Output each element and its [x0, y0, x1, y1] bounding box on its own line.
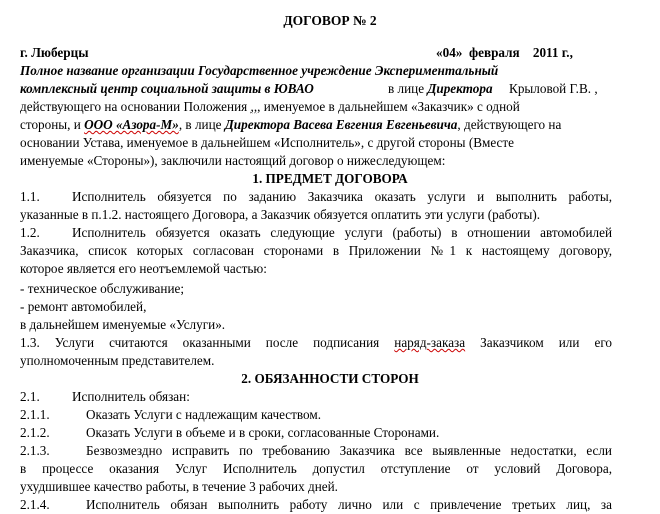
clause-2-1-3-line-3: ухудшившее качество работы, в течение 3 рабочих дней.	[20, 479, 338, 494]
list-item-services: в дальнейшем именуемые «Услуги».	[20, 317, 226, 332]
intro-line-3: действующего на основании Положения ,,, именуемое в дальнейшем «Заказчик» с одной	[20, 99, 520, 114]
section-1-heading: 1. ПРЕДМЕТ ДОГОВОРА	[252, 171, 408, 186]
clause-1-3-line-2: уполномоченным представителем.	[20, 353, 215, 368]
clause-2-1-1-number: 2.1.1.	[20, 407, 50, 422]
clause-2-1-text: Исполнитель обязан:	[72, 389, 190, 404]
clause-2-1-4-line-1: Исполнитель обязан выполнить работу лично или с привлечение третьих лиц, за	[86, 497, 612, 512]
clause-2-1-3-number: 2.1.3.	[20, 443, 50, 458]
clause-2-1-3-line-1: Безвозмездно исправить по требованию Заказчика все выявленные недостатки, если	[86, 443, 612, 458]
clause-2-1-2-text: Оказать Услуги в объеме и в сроки, согласованные Сторонами.	[86, 425, 440, 440]
clause-1-2-line-3: которое является его неотъемлемой частью:	[20, 261, 267, 276]
clause-2-1-2-number: 2.1.2.	[20, 425, 50, 440]
clause-1-2-line-2: Заказчика, список которых согласован сторонами в Приложении №1 к настоящему договору,	[20, 243, 612, 258]
date-year: 2011 г.,	[532, 45, 573, 60]
clause-1-1-line-2: указанные в п.1.2. настоящего Договора, а Заказчик обязуется оплатить эти услуги (работы).	[20, 207, 541, 222]
clause-1-2-number: 1.2.	[20, 225, 40, 240]
section-2-heading: 2. ОБЯЗАННОСТИ СТОРОН	[241, 371, 419, 386]
contract-place: г. Люберцы	[20, 45, 89, 60]
clause-1-1-number: 1.1.	[20, 189, 40, 204]
intro-line-1: Полное название организации Государственное учреждение Экспериментальный	[20, 63, 499, 78]
intro-line-5: основании Устава, именуемое в дальнейшем «Исполнитель», с другой стороны (Вместе	[20, 135, 515, 150]
intro-line-6: именуемые «Стороны»), заключили настоящий договор о нижеследующем:	[20, 153, 446, 168]
clause-2-1-number: 2.1.	[20, 389, 40, 404]
date-day: «04»	[436, 45, 463, 60]
clause-2-1-1-text: Оказать Услуги с надлежащим качеством.	[86, 407, 322, 422]
clause-1-3-line-1: 1.3. Услуги считаются оказанными после подписания наряд-заказа Заказчиком или его	[20, 335, 613, 350]
clause-1-2-line-1: Исполнитель обязуется оказать следующие услуги (работы) в отношении автомобилей	[72, 225, 612, 240]
contract-title: ДОГОВОР № 2	[283, 13, 377, 28]
clause-1-1-line-1: Исполнитель обязуется по заданию Заказчика оказать услуги и выполнить работы,	[72, 189, 612, 204]
list-item-repair: - ремонт автомобилей,	[20, 299, 147, 314]
list-item-maintenance: - техническое обслуживание;	[20, 281, 185, 296]
intro-line-2b: в лице Директора Крыловой Г.В. ,	[388, 81, 598, 96]
date-month: февраля	[468, 45, 520, 60]
clause-2-1-3-line-2: в процессе оказания Услуг Исполнитель допустил отступление от условий Договора,	[20, 461, 612, 476]
intro-line-2: комплексный центр социальной защиты в ЮВАО	[20, 81, 314, 96]
clause-2-1-4-number: 2.1.4.	[20, 497, 50, 512]
intro-line-4: стороны, и ООО «Азора-М», в лице Директора Васева Евгения Евгеньевича, действующего на	[20, 117, 562, 132]
contract-date	[436, 44, 573, 62]
